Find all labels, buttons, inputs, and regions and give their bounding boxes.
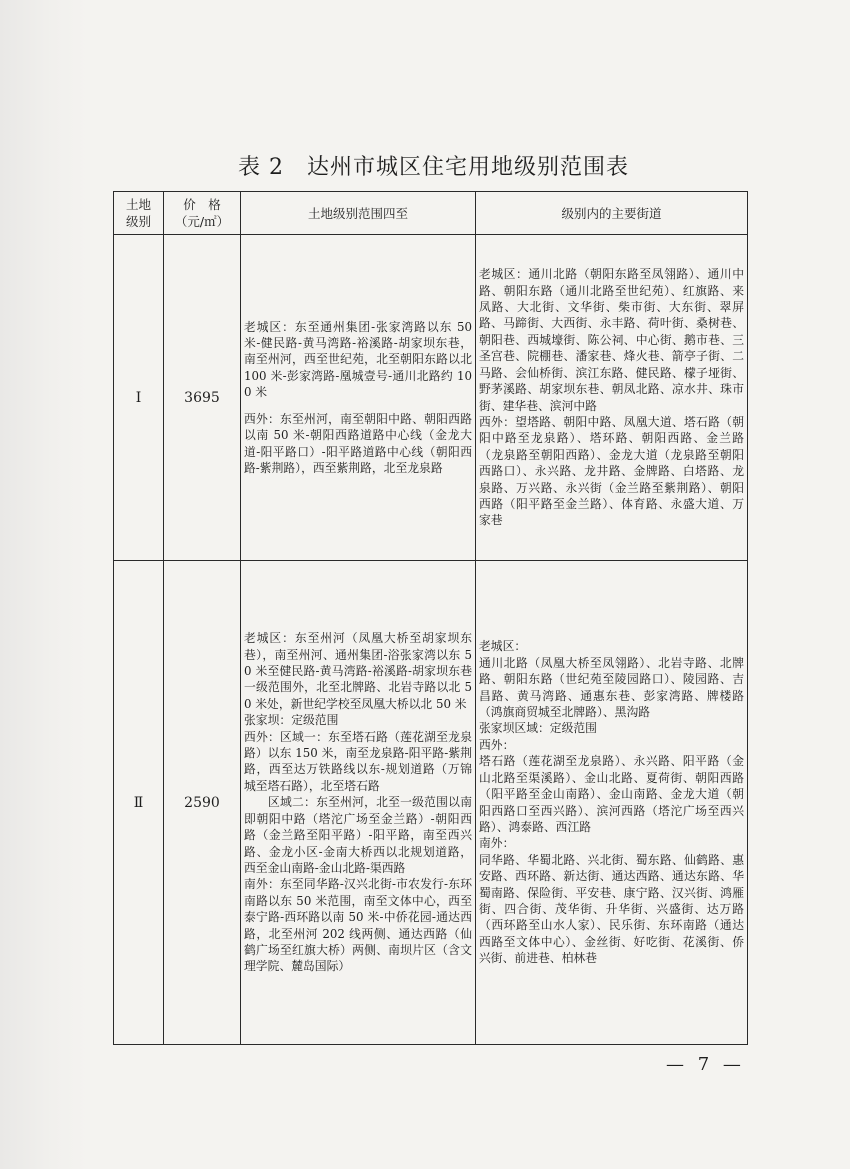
price-cell: 2590: [164, 561, 241, 1045]
header-range: 土地级别范围四至: [241, 192, 476, 235]
header-streets: 级别内的主要街道: [476, 192, 748, 235]
streets-cell: 老城区：通川北路（朝阳东路至凤翎路）、通川中路、朝阳东路（通川北路至世纪苑）、红旗路、来凤路、大北街、文华街、柴市街、大东街、翠屏路、马蹄街、大西街、永丰路、荷叶街、桑树巷、朝阳巷、西城壕街、陈公祠、中心街、鹅市巷、三圣宫巷、院棚巷、潘家巷、烽火巷、箭亭子街、二马路、会仙桥街、滨江东路、健民路、檬子垭街、野茅溪路、胡家坝东巷、朝凤北路、凉水井、珠市街、建华巷、滨河中路 西外：望塔路、朝阳中路、凤凰大道、塔石路（朝阳中路至龙泉路）、塔环路、朝阳西路、金兰路（龙泉路至朝阳西路）、金龙大道（龙泉路至朝阳西路口）、永兴路、龙井路、金牌路、白塔路、龙泉路、万兴路、永兴街（金兰路至紫荆路）、朝阳西路（阳平路至金兰路）、体育路、永盛大道、万家巷: [476, 235, 748, 561]
land-grade-table: [113, 191, 748, 1045]
page-number: — 7 —: [666, 1054, 745, 1075]
scan-left-margin: [0, 0, 88, 1169]
price-cell: 3695: [164, 235, 241, 561]
grade-cell: Ⅱ: [114, 561, 164, 1045]
header-grade: 土地 级别: [114, 192, 164, 235]
streets-cell: 老城区： 通川北路（凤凰大桥至凤翎路）、北岩寺路、北牌路、朝阳东路（世纪苑至陵园路口）、陵园路、吉昌路、黄马湾路、通惠东巷、彭家湾路、牌楼路（鸿旗商贸城至北牌路）、黑沟路 张家坝区域：定级范围 西外： 塔石路（莲花湖至龙泉路）、永兴路、阳平路（金山北路至渠溪路）、金山北路、夏荷街、朝阳西路（阳平路至金山南路）、金山南路、金龙大道（朝阳西路口至西兴路）、滨河西路（塔沱广场至西兴路）、鸿泰路、西江路 南外： 同华路、华蜀北路、兴北街、蜀东路、仙鹤路、惠安路、西环路、新达街、通达西路、通达东路、华蜀南路、保险街、平安巷、康宁路、汉兴街、鸿雁街、四合街、茂华街、升华街、兴盛街、达万路（西环路至山水人家）、民乐街、东环南路（通达西路至文体中心）、金丝街、好吃街、花溪街、侨兴街、前进巷、柏林巷: [476, 561, 748, 1045]
table-header-row: [114, 192, 748, 235]
grade-cell: Ⅰ: [114, 235, 164, 561]
header-price: 价 格 （元/㎡）: [164, 192, 241, 235]
table-title: 表 2 达州市城区住宅用地级别范围表: [238, 155, 629, 180]
range-cell: 老城区：东至通州集团-张家湾路以东 50 米-健民路-黄马湾路-裕溪路-胡家坝东巷，南至州河，西至世纪苑，北至朝阳东路以北 100 米-彭家湾路-凰城壹号-通川北路约 100 米 西外：东至州河，南至朝阳中路、朝阳西路以南 50 米-朝阳西路道路中心线（金龙大道-阳平路口）-阳平路道路中心线（朝阳西路-紫荆路），西至紫荆路，北至龙泉路: [241, 235, 476, 561]
table-row: [114, 235, 748, 561]
range-cell: 老城区：东至州河（凤凰大桥至胡家坝东巷），南至州河、通州集团-浴张家湾以东 50 米至健民路-黄马湾路-裕溪路-胡家坝东巷一级范围外，北至北牌路、北岩寺路以北 50 米处，新世纪学校至凤凰大桥以北 50 米 张家坝：定级范围 西外：区域一：东至塔石路（莲花湖至龙泉路）以东 150 米，南至龙泉路-阳平路-紫荆路，西至达万铁路线以东-规划道路（万锦城至塔石路），北至塔石路 区域二：东至州河，北至一级范围以南即朝阳中路（塔沱广场至金兰路）-朝阳西路（金兰路至阳平路）-阳平路，南至西兴路、金龙小区-金南大桥西以北规划道路，西至金山南路-金山北路-渠西路 南外：东至同华路-汉兴北街-市农发行-东环南路以东 50 米范围，南至文体中心，西至泰宁路-西环路以南 50 米-中侨花园-通达西路，北至州河 202 线两侧、通达西路（仙鹤广场至红旗大桥）两侧、南坝片区（含文理学院、麓岛国际）: [241, 561, 476, 1045]
table-row: [114, 561, 748, 1045]
